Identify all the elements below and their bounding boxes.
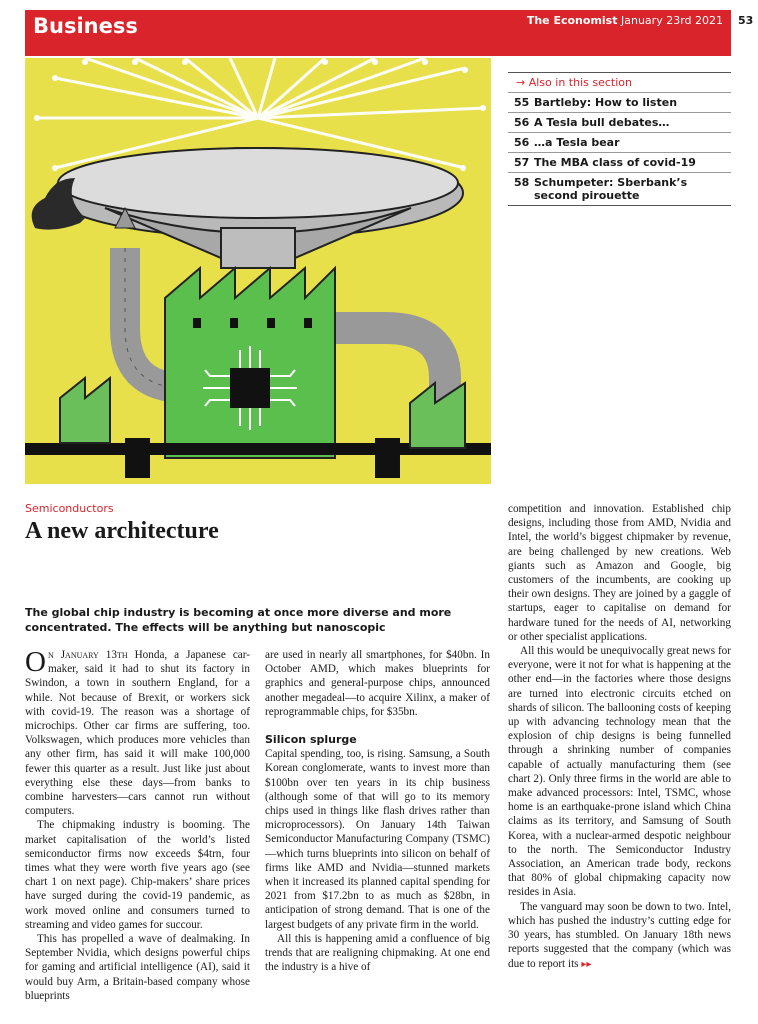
arrow-right-icon: →: [516, 76, 526, 89]
section-header-bar: [25, 10, 731, 56]
article-standfirst: The global chip industry is becoming at once more diverse and more concentrated. The effects will be anything but nanoscopic: [25, 606, 452, 634]
chip-factory-illustration: [25, 58, 491, 484]
masthead: [527, 14, 723, 27]
publication-name: The Economist: [526, 14, 618, 27]
article-kicker: Semiconductors: [25, 502, 114, 515]
article-paragraph: The vanguard may soon be down to two. Intel, which has pushed the industry’s cutting edge for 30 years, has stumbled. On January 18th news reports suggested that the company (which was due to report its ▸▸: [508, 900, 731, 970]
article-subhead: Silicon splurge: [265, 733, 357, 747]
also-in-section-box: [508, 72, 731, 206]
related-article-link[interactable]: 57 The MBA class of covid-19: [508, 153, 731, 173]
article-paragraph-split: This has propelled a wave of dealmaking. In September Nvidia, which designs powerful chips for gaming and artificial intelligence (AI), said it would buy Arm, a Britain-based company whose blueprints: [25, 933, 250, 1002]
article-column-1: [25, 648, 250, 1003]
article-paragraph: Capital spending, too, is rising. Samsung, a South Korean conglomerate, wants to invest more than $100bn over ten years in its chip business (although some of that will go to its memory chips used in things like flash drives rather than microprocessors). On January 14th Taiwan Semiconductor Manufacturing Company (TSMC)—which turns blueprints into silicon on behalf of firms like AMD and Nvidia—stunned markets when it increased its planned capital spending for 2021 from $17.2bn to as much as $28bn, in anticipation of strong demand. That is one of the largest budgets of any private firm in the world.: [265, 748, 490, 931]
article-column-3: [508, 502, 731, 972]
related-article-link[interactable]: 58 Schumpeter: Sberbank’s second pirouette: [508, 173, 731, 206]
section-name: Business: [33, 14, 138, 38]
article-paragraph-split: All this is happening amid a confluence of big trends that are realigning chipmaking. At one end the industry is a hive of: [265, 932, 490, 974]
article-paragraph: The chipmaking industry is booming. The market capitalisation of the world’s listed semiconductor firms now exceeds $4trn, four times what they were worth five years ago (see chart 1 on next page). Chip-makers’ share prices have surged during the covid-19 pandemic, as work moved online and consumers turned to streaming and video games for succour.: [25, 819, 250, 931]
lead-smallcaps: n January 13th: [47, 649, 128, 661]
related-article-link[interactable]: 56 …a Tesla bear: [508, 133, 731, 153]
article-paragraph: On January 13th Honda, a Japanese car-maker, said it had to shut its factory in Swindon, a town in southern England, for a while. Not because of Brexit, or workers sick with covid-19. The reason was a shortage of microchips. Other car firms are suffering, too. Volkswagen, which produces more vehicles than any other firm, has said it will make 100,000 fewer this quarter as a result. Just like just about everything else these days—from banks to combine harvesters—cars cannot run without computers.: [25, 646, 250, 818]
issue-date: January 23rd 2021: [621, 14, 723, 27]
article-column-2: [265, 648, 490, 974]
illustration-svg: [25, 58, 491, 484]
page-number: 53: [738, 14, 754, 27]
continued-arrow-icon: ▸▸: [581, 958, 592, 970]
drop-cap: O: [25, 646, 46, 678]
article-paragraph: All this would be unequivocally great news for everyone, were it not for what is happening at the other end—in the factories where those designs are turned into electronic circuits etched on shards of silicon. The ballooning costs of keeping up with advancing technology mean that the explosion of chip designs is being funnelled through a shrinking number of companies capable of actually manufacturing them (see chart 2). Only three firms in the world are able to make advanced processors: Intel, TSMC, whose home is an earthquake-prone island which China claims as its territory, and Samsung of South Korea, with a nuclear-armed despotic neighbour to the north. The Semiconductor Industry Association, an American trade body, reckons that 80% of global chipmaking capacity now resides in Asia.: [508, 645, 731, 899]
related-article-link[interactable]: 56 A Tesla bull debates…: [508, 113, 731, 133]
p3-continuation: are used in nearly all smartphones, for $40bn. In October AMD, which makes blueprints for graphics and general-purpose chips, announced another megadeal—to acquire Xilinx, a maker of reprogrammable chips, for $35bn.: [265, 649, 490, 718]
article-title: A new architecture: [25, 518, 219, 544]
article-paragraph-continued: competition and innovation. Established chip designs, including those from AMD, Nvidia and Intel, the world’s biggest chipmaker by revenue, are being challenged by new creations. Web giants such as Amazon and Google, big customers of the incumbents, are cooking up their own designs. They are joined by a gaggle of startups, eager to capitalise on demand for hardware tuned for the needs of AI, networking or other specialist applications.: [508, 503, 731, 643]
also-in-section-heading: → Also in this section: [508, 72, 731, 93]
related-article-link[interactable]: 55 Bartleby: How to listen: [508, 93, 731, 113]
